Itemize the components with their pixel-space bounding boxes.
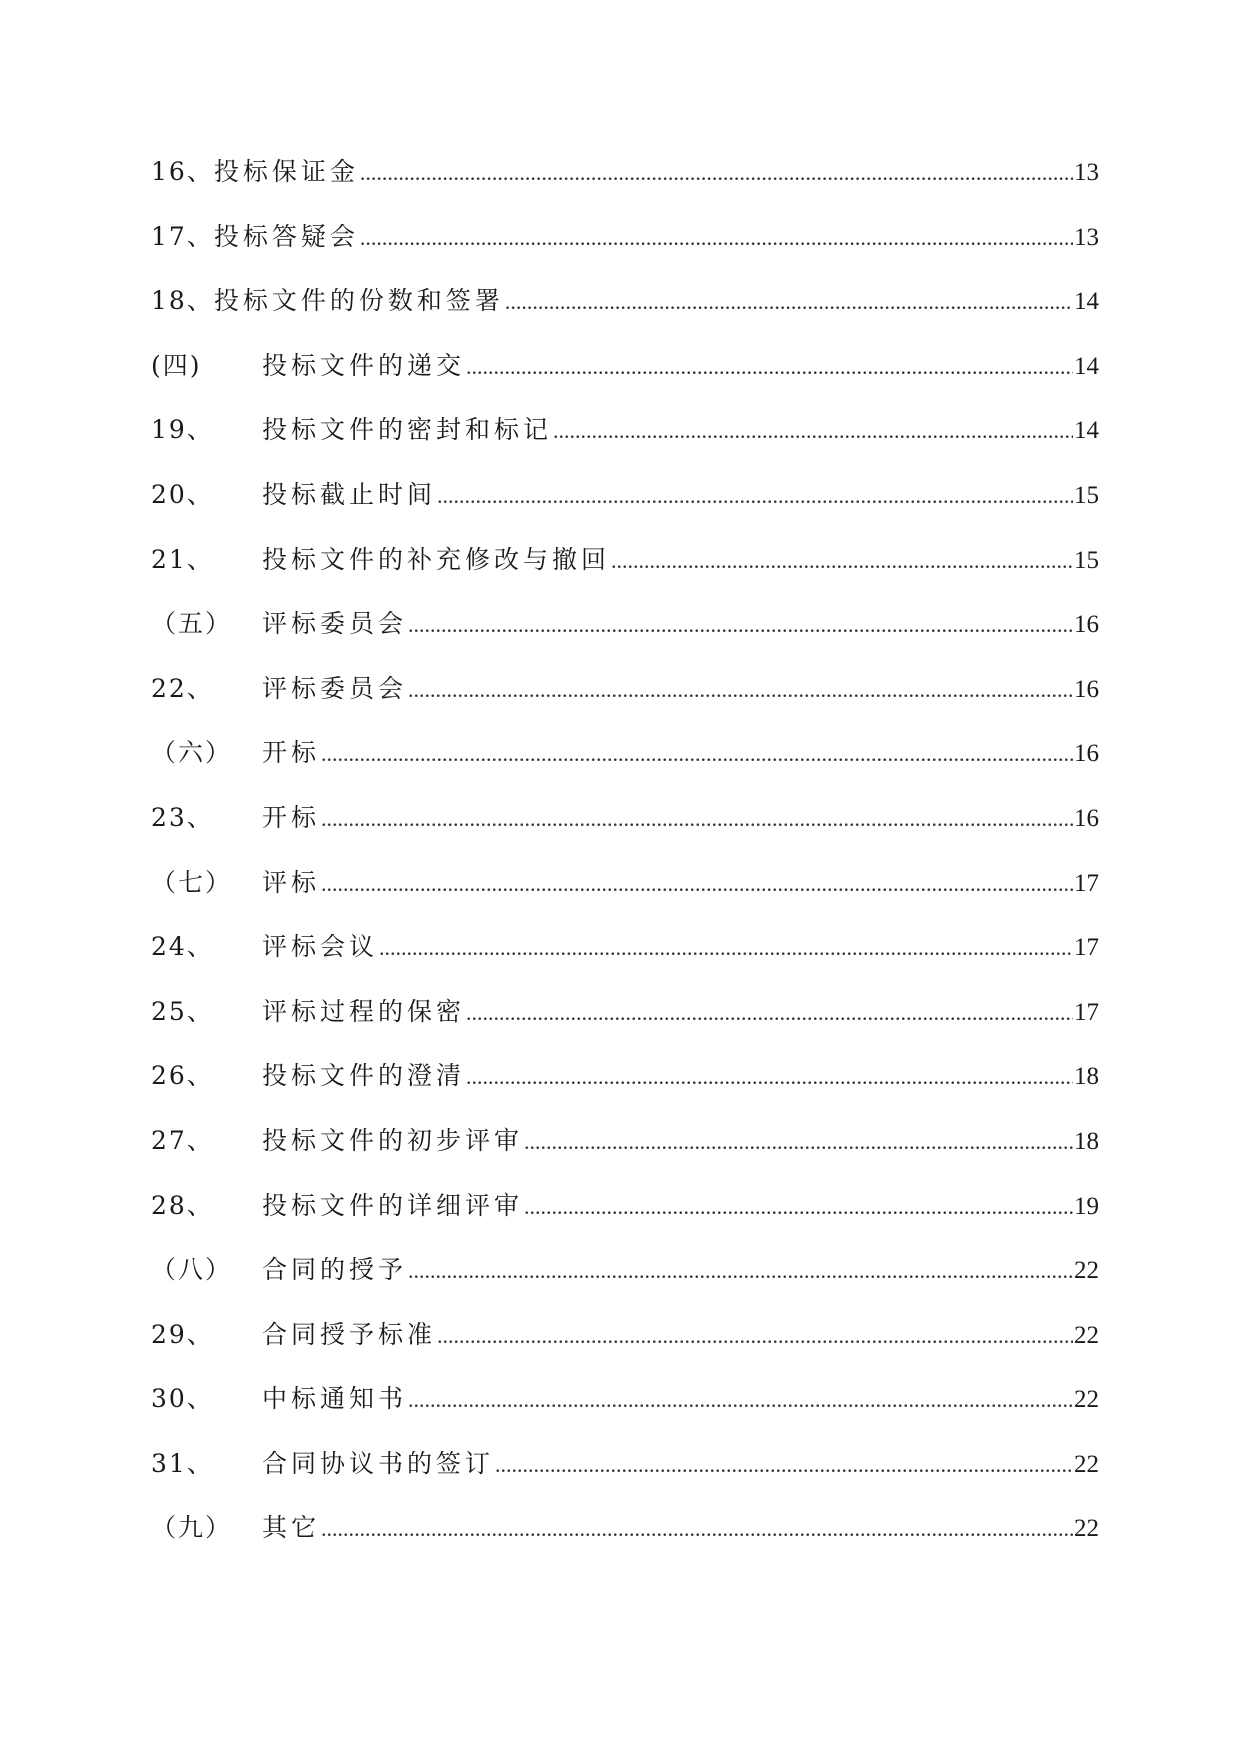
toc-entry-page-number: 15 (1074, 481, 1099, 509)
toc-entry-number: 31、 (151, 1448, 214, 1478)
toc-entry-number: 18、 (151, 286, 214, 316)
toc-entry[interactable] (151, 1444, 1099, 1509)
toc-entry-number: 23、 (151, 802, 214, 832)
toc-entry-number: 30、 (151, 1384, 214, 1414)
toc-entry-title: 评标委员会 (262, 673, 408, 703)
toc-leader-dots (408, 1387, 1073, 1413)
toc-entry-title: 合同协议书的签订 (262, 1448, 495, 1478)
toc-entry[interactable] (151, 1250, 1099, 1315)
toc-entry-number: （六） (151, 738, 233, 768)
toc-entry-page-number: 18 (1074, 1063, 1099, 1091)
toc-entry[interactable] (151, 540, 1099, 605)
toc-entry-title: 评标会议 (262, 932, 379, 962)
toc-entry-page-number: 16 (1074, 675, 1099, 703)
toc-entry[interactable] (151, 217, 1099, 282)
toc-entry-title: 投标文件的初步评审 (262, 1125, 524, 1155)
toc-entry[interactable] (151, 410, 1099, 475)
toc-entry-title: 合同授予标准 (262, 1319, 437, 1349)
toc-entry-page-number: 17 (1074, 998, 1099, 1026)
toc-entry-title: 投标文件的补充修改与撤回 (262, 544, 611, 574)
toc-entry-page-number: 22 (1074, 1321, 1099, 1349)
toc-leader-dots (408, 1258, 1073, 1284)
toc-entry-page-number: 13 (1074, 159, 1099, 186)
toc-entry-number: (四) (151, 350, 202, 380)
toc-entry-page-number: 16 (1074, 611, 1099, 639)
toc-entry-number: 29、 (151, 1319, 214, 1349)
toc-leader-dots (437, 1323, 1073, 1349)
toc-entry-page-number: 19 (1074, 1192, 1099, 1220)
toc-entry-title: 评标 (262, 867, 321, 897)
toc-entry-page-number: 14 (1074, 288, 1099, 316)
toc-entry-title: 开标 (262, 802, 321, 832)
toc-leader-dots (437, 483, 1073, 509)
toc-leader-dots (495, 1452, 1073, 1478)
toc-entry-number: （五） (151, 609, 233, 639)
toc-entry-number: 19、 (151, 415, 214, 445)
toc-leader-dots (466, 1000, 1073, 1026)
toc-entry[interactable] (151, 992, 1099, 1057)
toc-entry-page-number: 13 (1074, 223, 1099, 251)
toc-entry-title: 中标通知书 (262, 1384, 408, 1414)
toc-entry-number: 22、 (151, 673, 214, 703)
toc-entry[interactable] (151, 798, 1099, 863)
toc-entry[interactable] (151, 1379, 1099, 1444)
toc-entry-page-number: 22 (1074, 1450, 1099, 1478)
toc-entry[interactable] (151, 1315, 1099, 1380)
toc-entry[interactable] (151, 1056, 1099, 1121)
toc-entry-page-number: 16 (1074, 740, 1099, 768)
toc-entry-title: 投标文件的递交 (262, 350, 466, 380)
toc-leader-dots (379, 935, 1073, 961)
toc-entry-title: 投标答疑会 (213, 221, 359, 251)
toc-entry-page-number: 17 (1074, 869, 1099, 897)
toc-entry-title: 投标文件的份数和签署 (213, 286, 504, 316)
toc-entry[interactable] (151, 475, 1099, 540)
toc-entry[interactable] (151, 733, 1099, 798)
toc-entry-number: 20、 (151, 479, 214, 509)
toc-entry-title: 投标保证金 (213, 157, 359, 186)
toc-entry-title: 开标 (262, 738, 321, 768)
toc-entry[interactable] (151, 1508, 1099, 1573)
toc-entry[interactable] (151, 152, 1099, 217)
toc-entry-page-number: 18 (1074, 1127, 1099, 1155)
toc-entry-number: 16、 (151, 157, 214, 186)
toc-entry-title: 评标委员会 (262, 609, 408, 639)
toc-leader-dots (321, 741, 1073, 767)
toc-entry[interactable] (151, 863, 1099, 928)
toc-leader-dots (321, 871, 1073, 897)
toc-entry-number: （七） (151, 867, 233, 897)
toc-entry[interactable] (151, 669, 1099, 734)
toc-leader-dots (505, 289, 1073, 315)
toc-entry[interactable] (151, 1186, 1099, 1251)
toc-entry-title: 评标过程的保密 (262, 996, 466, 1026)
toc-leader-dots (524, 1129, 1073, 1155)
toc-entry-number: （八） (151, 1255, 233, 1285)
toc-entry-title: 其它 (262, 1513, 321, 1543)
toc-entry-page-number: 22 (1074, 1515, 1099, 1543)
toc-entry-page-number: 14 (1074, 352, 1099, 380)
toc-leader-dots (611, 548, 1073, 574)
toc-entry-number: 21、 (151, 544, 214, 574)
toc-leader-dots (524, 1194, 1073, 1220)
toc-entry-number: 17、 (151, 221, 214, 251)
toc-entry-title: 投标文件的详细评审 (262, 1190, 524, 1220)
toc-entry-number: （九） (151, 1513, 233, 1543)
toc-entry[interactable] (151, 1121, 1099, 1186)
toc-leader-dots (321, 1516, 1073, 1542)
toc-entry-page-number: 14 (1074, 417, 1099, 445)
toc-entry-title: 合同的授予 (262, 1255, 408, 1285)
toc-entry-page-number: 17 (1074, 934, 1099, 962)
toc-leader-dots (360, 160, 1073, 186)
toc-entry-number: 24、 (151, 932, 214, 962)
toc-leader-dots (408, 612, 1073, 638)
toc-entry-number: 26、 (151, 1061, 214, 1091)
toc-leader-dots (466, 354, 1073, 380)
toc-entry-title: 投标截止时间 (262, 479, 437, 509)
toc-entry[interactable] (151, 346, 1099, 411)
toc-leader-dots (466, 1064, 1073, 1090)
toc-entry-page-number: 16 (1074, 804, 1099, 832)
toc-leader-dots (321, 806, 1073, 832)
toc-entry[interactable] (151, 604, 1099, 669)
toc-leader-dots (553, 418, 1073, 444)
table-of-contents (151, 152, 1099, 1573)
toc-entry-page-number: 22 (1074, 1257, 1099, 1285)
toc-entry[interactable] (151, 281, 1099, 346)
toc-entry-title: 投标文件的密封和标记 (262, 415, 553, 445)
toc-entry-number: 25、 (151, 996, 214, 1026)
toc-entry-number: 28、 (151, 1190, 214, 1220)
toc-entry-page-number: 15 (1074, 546, 1099, 574)
toc-leader-dots (408, 677, 1073, 703)
toc-entry-page-number: 22 (1074, 1386, 1099, 1414)
toc-entry[interactable] (151, 927, 1099, 992)
toc-entry-title: 投标文件的澄清 (262, 1061, 466, 1091)
toc-entry-number: 27、 (151, 1125, 214, 1155)
toc-leader-dots (360, 225, 1073, 251)
